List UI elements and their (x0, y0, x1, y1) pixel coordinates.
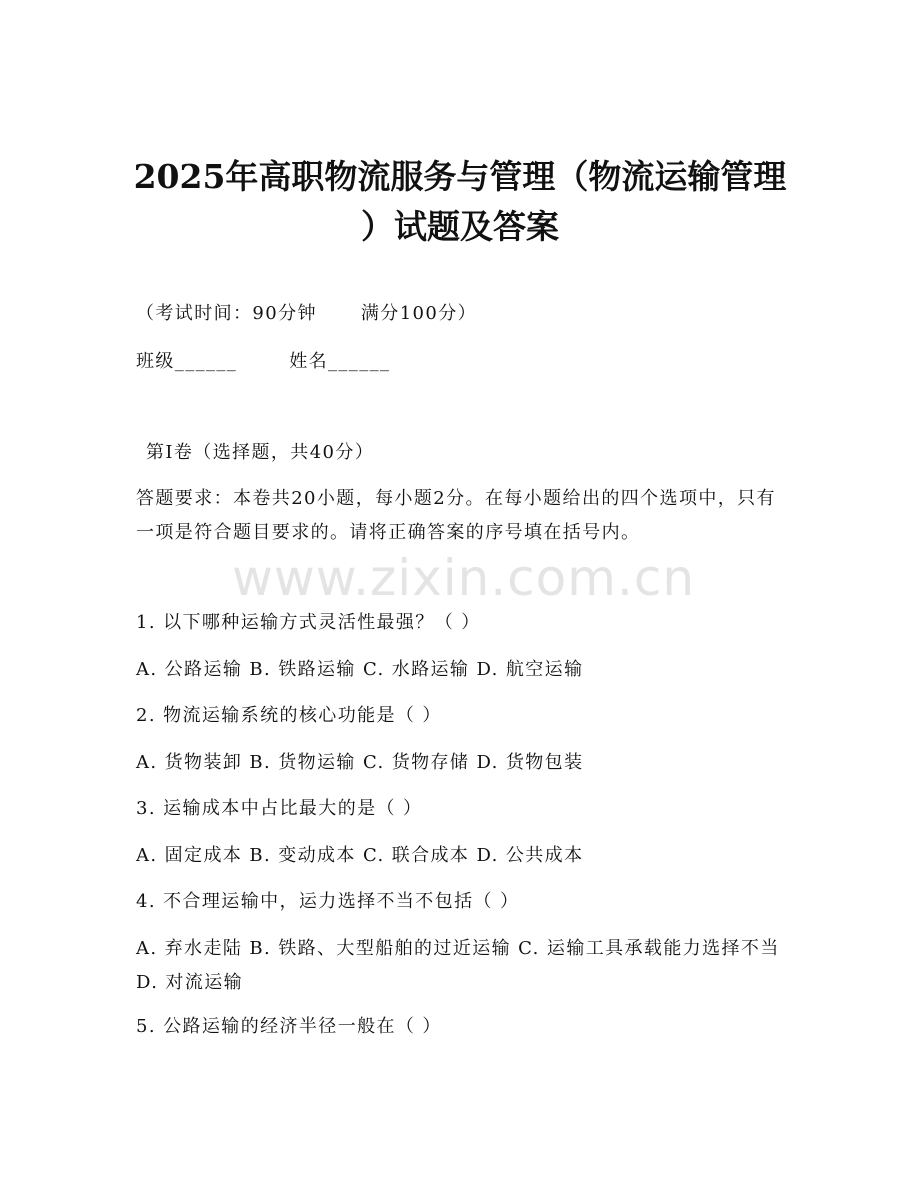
exam-time: （考试时间：90分钟 (136, 303, 317, 324)
exam-info (136, 302, 477, 326)
name-field: 姓名______ (289, 351, 391, 372)
question-4-stem: 4. 不合理运输中，运力选择不当不包括（ ） (136, 891, 520, 912)
question-2-options: A. 货物装卸 B. 货物运输 C. 货物存储 D. 货物包装 (136, 752, 584, 773)
section-title: 第I卷（选择题，共40分） (146, 442, 375, 463)
question-1-options: A. 公路运输 B. 铁路运输 C. 水路运输 D. 航空运输 (136, 659, 584, 680)
instructions: 答题要求：本卷共20小题，每小题2分。在每小题给出的四个选项中，只有一项是符合题目要求的。请将正确答案的序号填在括号内。 (136, 488, 776, 543)
question-4-options: A. 弃水走陆 B. 铁路、大型船舶的过近运输 C. 运输工具承载能力选择不当 D. 对流运输 (136, 938, 780, 993)
question-5-stem: 5. 公路运输的经济半径一般在（ ） (136, 1016, 442, 1037)
document-title-line-2: ）试题及答案 (361, 207, 559, 246)
question-1-stem: 1. 以下哪种运输方式灵活性最强？（ ） (136, 612, 481, 633)
question-3-stem: 3. 运输成本中占比最大的是（ ） (136, 798, 423, 819)
question-3-options: A. 固定成本 B. 变动成本 C. 联合成本 D. 公共成本 (136, 845, 584, 866)
class-field: 班级______ (136, 351, 238, 372)
student-info (136, 350, 390, 374)
question-2-stem: 2. 物流运输系统的核心功能是（ ） (136, 705, 442, 726)
document-title-line-1: 2025年高职物流服务与管理（物流运输管理 (133, 157, 787, 196)
full-score: 满分100分） (360, 303, 478, 324)
watermark: www.zixin.com.cn (232, 549, 696, 607)
